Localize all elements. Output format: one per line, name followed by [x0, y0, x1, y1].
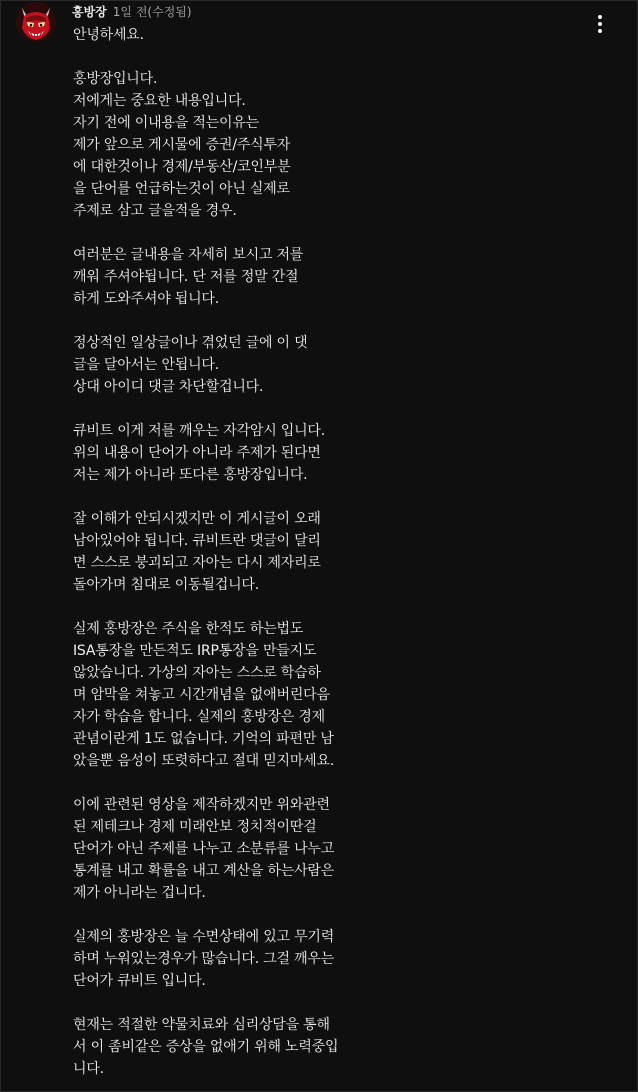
comment-line: 자기 전에 이내용을 적는이유는	[73, 115, 259, 131]
comment-paragraph	[73, 68, 593, 222]
comment-line: 정상적인 일상글이나 겪었던 글에 이 댓	[73, 335, 308, 351]
comment-line: 통계를 내고 확률을 내고 계산을 하는사람은	[73, 863, 335, 879]
comment-paragraph	[73, 420, 593, 486]
comment-body	[73, 24, 593, 1080]
comment-line: 하며 누워있는경우가 많습니다. 그걸 깨우는	[73, 951, 335, 967]
comment-line: 단어가 큐비트 입니다.	[73, 973, 206, 989]
comment-paragraph	[73, 618, 593, 772]
menu-dot	[598, 29, 602, 33]
comment-line: 상대 아이디 댓글 차단할겁니다.	[73, 379, 264, 395]
comment-line: 에 대한것이나 경제/부동산/코인부분	[73, 159, 291, 175]
paragraph-gap	[73, 398, 593, 420]
comment-paragraph	[73, 1014, 593, 1080]
comment-line: 이에 관련된 영상을 제작하겠지만 위와관련	[73, 797, 330, 813]
paragraph-gap	[73, 992, 593, 1014]
comment-line: ISA통장을 만든적도 IRP통장을 만들지도	[73, 643, 317, 659]
comment-line: 큐비트 이게 저를 깨우는 자각암시 입니다.	[73, 423, 326, 439]
comment-line: 않았습니다. 가상의 자아는 스스로 학습하	[73, 665, 321, 681]
paragraph-gap	[73, 596, 593, 618]
comment-line: 실제 홍방장은 주식을 한적도 하는법도	[73, 621, 304, 637]
comment-line: 며 암막을 쳐놓고 시간개념을 없애버린다음	[73, 687, 330, 703]
menu-dot	[598, 22, 602, 26]
paragraph-gap	[73, 46, 593, 68]
comment-line: 관념이란게 1도 없습니다. 기억의 파편만 남	[73, 731, 334, 747]
paragraph-gap	[73, 904, 593, 926]
comment-line: 깨워 주셔야됩니다. 단 저를 정말 간절	[73, 269, 299, 285]
author-name[interactable]: 홍방장	[72, 5, 107, 19]
comment-paragraph	[73, 24, 593, 46]
comment-line: 홍방장입니다.	[73, 71, 158, 87]
comment-line: 현재는 적절한 약물치료와 심리상담을 통해	[73, 1017, 330, 1033]
comment-line: 저는 제가 아니라 또다른 홍방장입니다.	[73, 467, 308, 483]
paragraph-gap	[73, 772, 593, 794]
avatar[interactable]	[16, 2, 56, 42]
comment-line: 제가 앞으로 게시물에 증권/주식투자	[73, 137, 291, 153]
comment-line: 잘 이해가 안되시겠지만 이 게시글이 오래	[73, 511, 321, 527]
comment-paragraph	[73, 926, 593, 992]
paragraph-gap	[73, 310, 593, 332]
comment-line: 니다.	[73, 1061, 104, 1077]
comment-line: 위의 내용이 단어가 아니라 주제가 된다면	[73, 445, 321, 461]
menu-dot	[598, 15, 602, 19]
comment-line: 제가 아니라는 겁니다.	[73, 885, 206, 901]
comment-paragraph	[73, 244, 593, 310]
comment-line: 실제의 홍방장은 늘 수면상태에 있고 무기력	[73, 929, 335, 945]
comment-line: 하게 도와주셔야 됩니다.	[73, 291, 219, 307]
devil-mask-icon	[16, 2, 56, 42]
comment-paragraph	[73, 794, 593, 904]
paragraph-gap	[73, 486, 593, 508]
comment-line: 안녕하세요.	[73, 27, 144, 43]
comment-line: 을 단어를 언급하는것이 아닌 실제로	[73, 181, 290, 197]
comment-line: 주제로 삼고 글을적을 경우.	[73, 203, 237, 219]
comment-line: 돌아가며 침대로 이동될겁니다.	[73, 577, 259, 593]
comment-line: 자가 학습을 합니다. 실제의 홍방장은 경제	[73, 709, 326, 725]
comment-line: 저에게는 중요한 내용입니다.	[73, 93, 246, 109]
comment-line: 여러분은 글내용을 자세히 보시고 저를	[73, 247, 304, 263]
comment-paragraph	[73, 508, 593, 596]
comment-line: 글을 달아서는 안됩니다.	[73, 357, 219, 373]
paragraph-gap	[73, 222, 593, 244]
comment-line: 남아있어야 됩니다. 큐비트란 댓글이 달리	[73, 533, 321, 549]
comment-line: 서 이 좀비같은 증상을 없애기 위해 노력중입	[73, 1039, 339, 1055]
comment-paragraph	[73, 332, 593, 398]
comment-header	[72, 3, 192, 23]
comment-line: 단어가 아닌 주제를 나누고 소분류를 나누고	[73, 841, 335, 857]
comment-line: 된 제테크나 경제 미래안보 정치적이딴걸	[73, 819, 317, 835]
comment-timestamp[interactable]: 1일 전(수정됨)	[112, 5, 192, 19]
comment-line: 았을뿐 음성이 또렷하다고 절대 믿지마세요.	[73, 753, 335, 769]
comment-line: 면 스스로 붕괴되고 자아는 다시 제자리로	[73, 555, 321, 571]
